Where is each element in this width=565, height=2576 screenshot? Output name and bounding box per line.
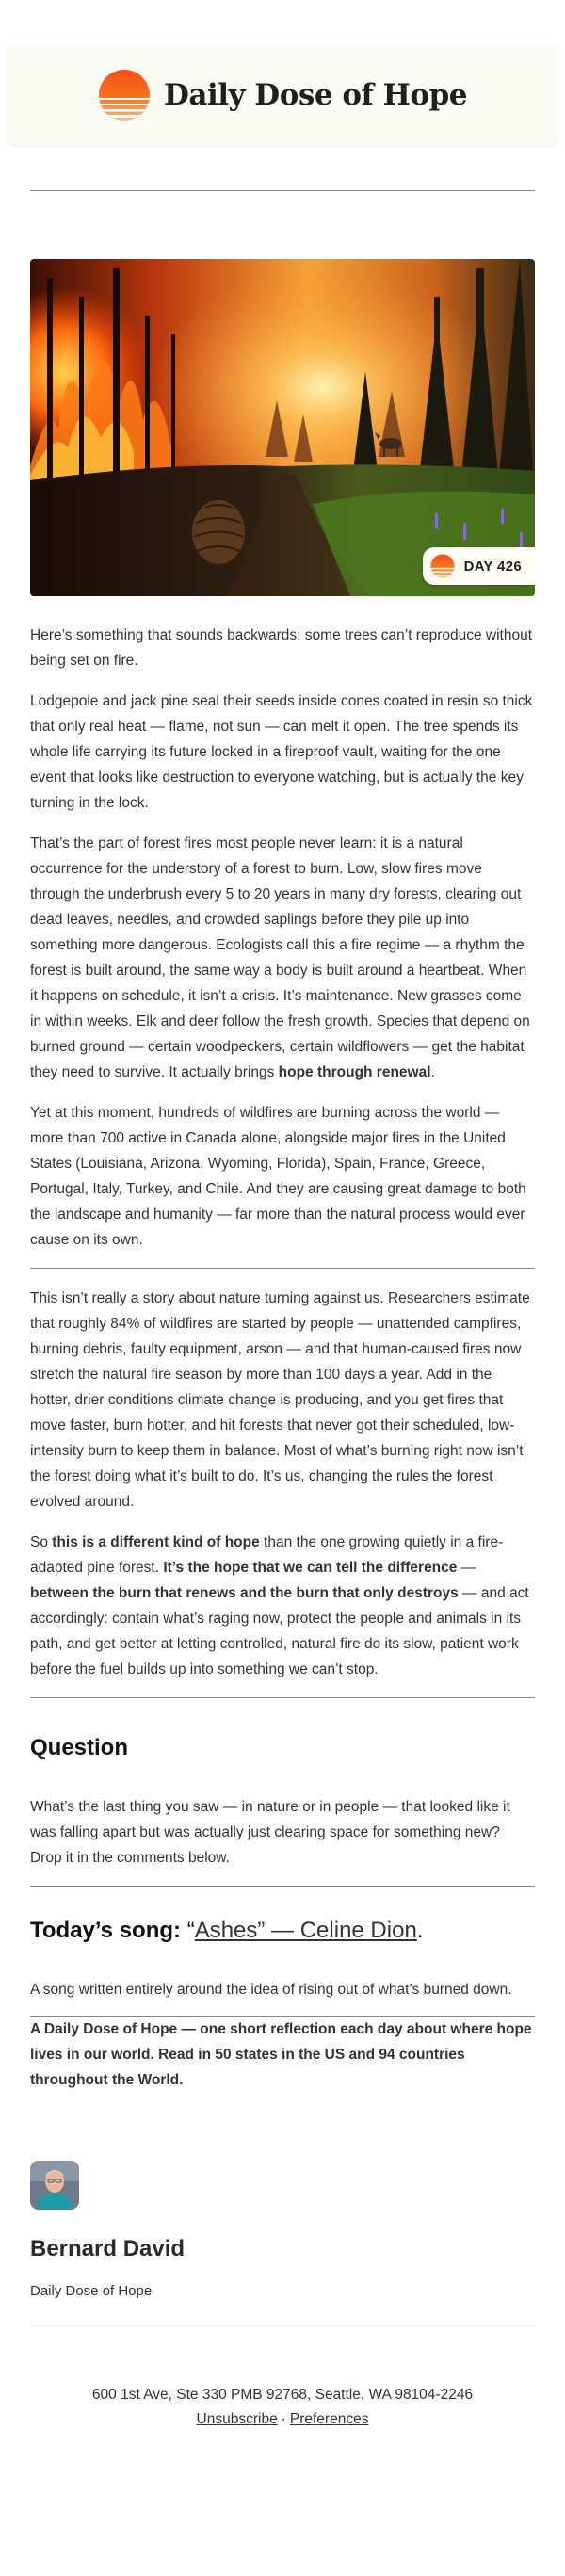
author-name: Bernard David	[30, 2236, 186, 2261]
paragraph-3-end: .	[430, 1064, 435, 1080]
sun-badge-icon	[430, 554, 455, 578]
question-text: What’s the last thing you saw — in nature or in people — that looked like it was falling apart but was actually just clearing space for something new? Drop it in the comments below.	[30, 1799, 510, 1866]
tagline: A Daily Dose of Hope — one short reflection each day about where hope lives in our world. Read in 50 states in the US and 94 countries throughout the World.	[30, 2021, 532, 2088]
paragraph-6-e: —	[457, 1560, 476, 1576]
footer	[0, 2383, 565, 2507]
paragraph-3	[30, 831, 535, 1085]
hero-image	[30, 259, 535, 596]
song-heading-end: .	[416, 1918, 424, 1943]
paragraph-6-g: — and act accordingly: contain what’s raging now, protect the people and animals in its path, and get better at letting controlled, natural fire do its slow, patient work before the fuel builds up into something we can’t stop.	[30, 1585, 529, 1677]
song-open-quote: “	[186, 1918, 195, 1943]
song-heading	[30, 1917, 535, 1945]
paragraph-1: Here’s something that sounds backwards: some trees can’t reproduce without being set on fire.	[30, 627, 533, 669]
paragraph-5: This isn’t really a story about nature turning against us. Researchers estimate that roughly 84% of wildfires are started by people — unattended campfires, burning debris, faulty equipment, arson — and that human-caused fires now stretch the natural fire season by more than 100 days a year. Add in the hotter, drier conditions climate change is producing, and you get fires that move faster, burn hotter, and hit forests that never got their scheduled, low-intensity burn to keep them in balance. Most of what’s burning right now isn’t the forest doing what it’s built to do. It’s us, changing the rules the forest evolved around.	[30, 1290, 530, 1510]
song-divider	[30, 1886, 535, 1887]
author-divider	[30, 2325, 535, 2326]
footer-links	[0, 2407, 565, 2432]
question-divider	[30, 1697, 535, 1698]
day-counter: DAY 426	[463, 558, 522, 575]
paragraph-3-bold: hope through renewal	[278, 1064, 431, 1080]
forest-fire-illustration	[30, 259, 535, 596]
pine-cone	[192, 500, 245, 564]
paragraph-6-bold-1: this is a different kind of hope	[52, 1534, 260, 1550]
paragraph-6-bold-2: It’s the hope that we can tell the difference	[163, 1560, 458, 1576]
question-heading: Question	[30, 1735, 129, 1760]
song-description: A song written entirely around the idea of rising out of what’s burned down.	[30, 1982, 512, 1998]
author-organization: Daily Dose of Hope	[30, 2283, 153, 2299]
song-link[interactable]: Ashes” — Celine Dion	[194, 1918, 417, 1943]
unsubscribe-link[interactable]: Unsubscribe	[196, 2411, 278, 2427]
section-divider	[30, 1268, 535, 1269]
day-badge	[423, 547, 535, 585]
footer-separator: ·	[281, 2411, 286, 2427]
paragraph-6-bold-3: between the burn that renews and the burn that only destroys	[30, 1585, 459, 1601]
author-photo-icon	[30, 2161, 79, 2210]
song-heading-label: Today’s song:	[30, 1918, 187, 1943]
brand-title: Daily Dose of Hope	[163, 78, 468, 112]
masthead	[8, 45, 557, 145]
paragraph-3-text: That’s the part of forest fires most people never learn: it is a natural occurrence for the understory of a forest to burn. Low, slow fires move through the underbrush every 5 to 20 years in many dry forests, clearing out dead leaves, needles, and crowded saplings before they pile up into something more dangerous. Ecologists call this a fire regime — a rhythm the forest is built around, the same way a body is built around a heartbeat. When it happens on schedule, it isn’t a crisis. It’s maintenance. New grasses come in within weeks. Elk and deer follow the fresh growth. Species that depend on burned ground — certain woodpeckers, certain wildflowers — get the habitat they need to survive. It actually brings	[30, 835, 530, 1080]
footer-address: 600 1st Ave, Ste 330 PMB 92768, Seattle, WA 98104-2246	[91, 2387, 474, 2403]
header-divider	[30, 190, 535, 191]
paragraph-4: Yet at this moment, hundreds of wildfires are burning across the world — more than 700 active in Canada alone, alongside major fires in the United States (Louisiana, Arizona, Wyoming, Florida), Spain, France, Greece, Portugal, Italy, Turkey, and Chile. And they are causing great damage to both the landscape and humanity — far more than the natural process would ever cause on its own.	[30, 1105, 526, 1248]
paragraph-6-a: So	[30, 1534, 53, 1550]
paragraph-2: Lodgepole and jack pine seal their seeds inside cones coated in resin so thick that only real heat — flame, not sun — can melt it open. The tree spends its whole life carrying its future locked in a fireproof vault, waiting for the one event that looks like destruction to everyone watching, but is actually the key turning in the lock.	[30, 693, 533, 811]
sun-logo-icon	[98, 69, 151, 122]
avatar	[30, 2161, 79, 2210]
preferences-link[interactable]: Preferences	[289, 2411, 369, 2427]
paragraph-6-c: than the one growing quietly in a fire-adapted pine forest.	[30, 1534, 504, 1576]
paragraph-6	[30, 1530, 535, 1682]
article-body	[0, 623, 565, 2326]
email-page	[0, 45, 565, 2507]
author-block	[30, 2161, 535, 2326]
